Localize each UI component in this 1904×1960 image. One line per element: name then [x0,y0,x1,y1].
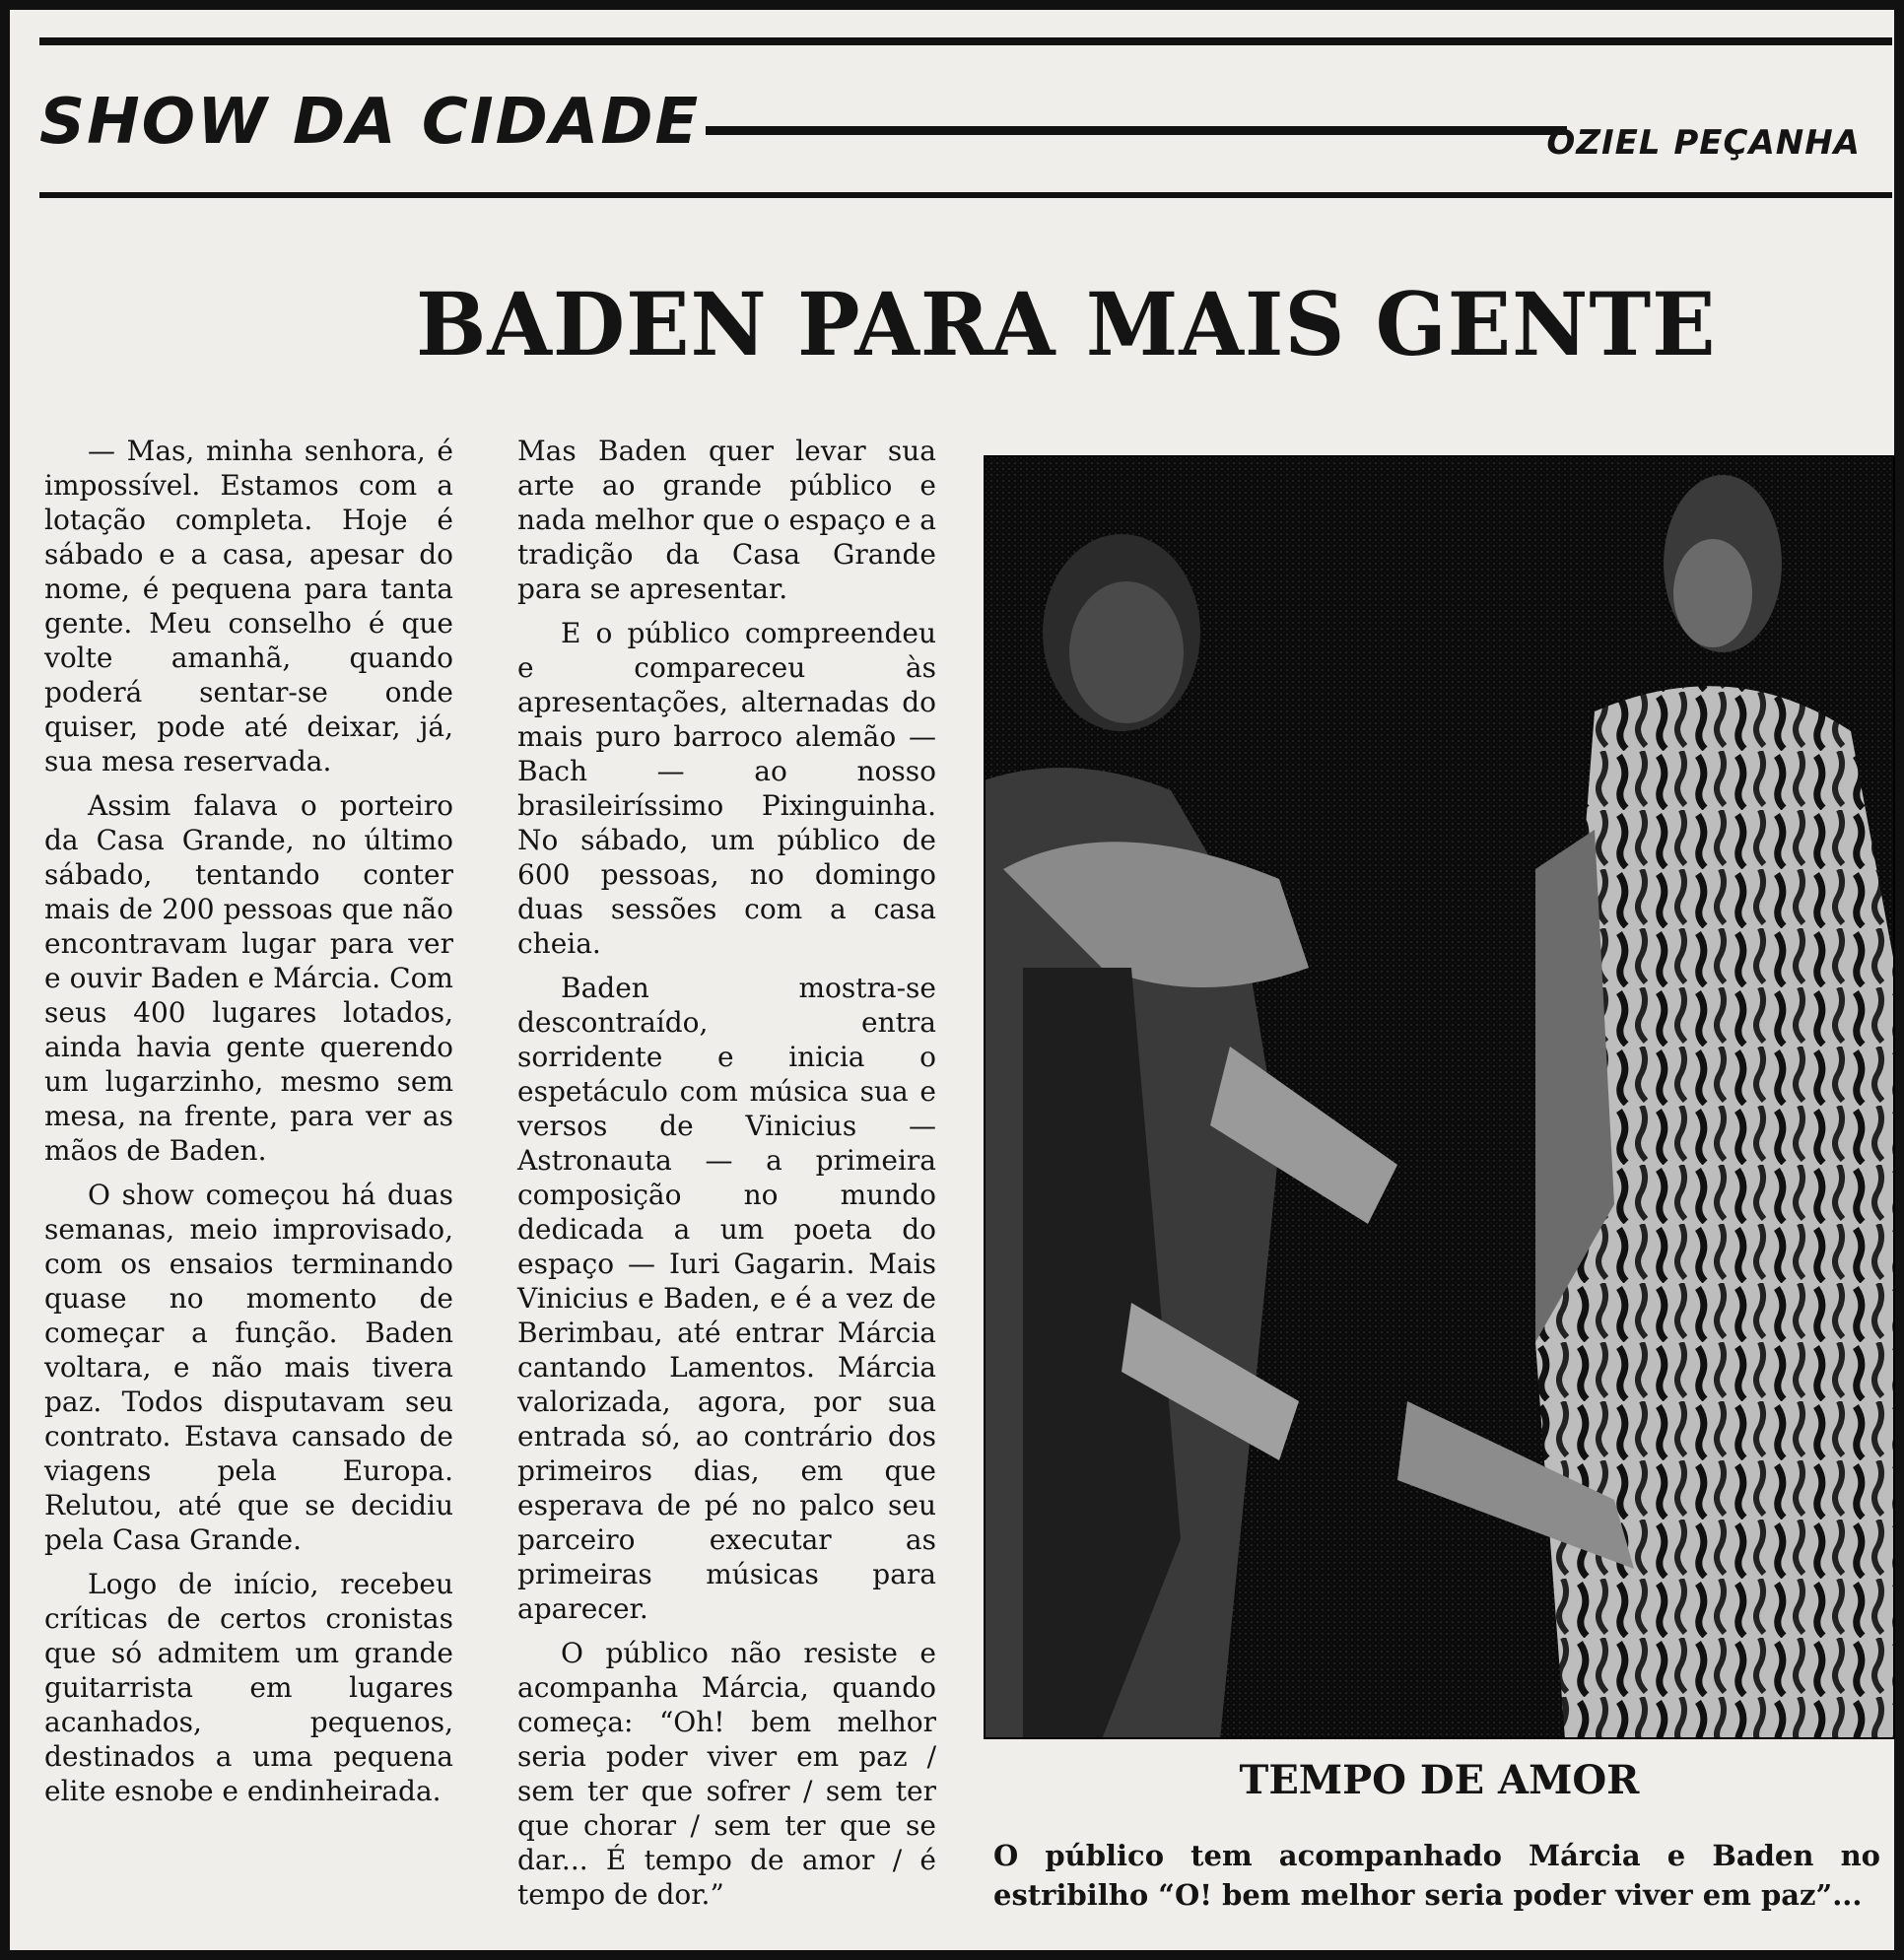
paragraph: O público não resiste e acompanha Márcia, quando começa: “Oh! bem melhor seria poder viver em paz / sem ter que sofrer / sem ter que chorar / sem ter que se dar... É tempo de amor / é tempo de dor.” [517,1637,936,1911]
section-title: SHOW DA CIDADE [39,91,706,154]
byline: OZIEL PEÇANHA [1546,123,1861,163]
article-column-1 [44,434,453,1818]
photo-caption-title: TEMPO DE AMOR [1239,1757,1640,1803]
headline: BADEN PARA MAIS GENTE [416,273,1717,375]
photo-image [984,455,1895,1739]
paragraph: Assim falava o porteiro da Casa Grande, no último sábado, tentando conter mais de 200 pessoas que não encontravam lugar para ver e ouvir Baden e Márcia. Com seus 400 lugares lotados, ainda havia gente querendo um lugarzinho, mesmo sem mesa, na frente, para ver as mãos de Baden. [44,789,453,1167]
top-rule [39,37,1892,45]
paragraph: O show começou há duas semanas, meio improvisado, com os ensaios terminando quase no momento de começar a função. Baden voltara, e não mais tivera paz. Todos disputavam seu contrato. Estava cansado de viagens pela Europa. Relutou, até que se decidiu pela Casa Grande. [44,1179,453,1556]
header-bottom-rule [39,192,1892,198]
paragraph: — Mas, minha senhora, é impossível. Estamos com a lotação completa. Hoje é sábado e a casa, apesar do nome, é pequena para tanta gente. Meu conselho é que volte amanhã, quando poderá sentar-se onde quiser, pode até deixar, já, sua mesa reservada. [44,435,453,777]
photo-caption-text: O público tem acompanhado Márcia e Baden no estribilho “O! bem melhor seria poder viver em paz”... [993,1839,1880,1912]
article-column-2 [517,434,936,1922]
paragraph: E o público compreendeu e compareceu às apresentações, alternadas do mais puro barroco alemão — Bach — ao nosso brasileiríssimo Pixinguinha. No sábado, um público de 600 pessoas, no domingo duas sessões com a casa cheia. [517,617,936,960]
paragraph: Baden mostra-se descontraído, entra sorridente e inicia o espetáculo com música sua e versos de Vinicius — Astronauta — a primeira composição no mundo dedicada a um poeta do espaço — Iuri Gagarin. Mais Vinicius e Baden, e é a vez de Berimbau, até entrar Márcia cantando Lamentos. Márcia valorizada, agora, por sua entrada só, ao contrário dos primeiros dias, em que esperava de pé no palco seu parceiro executar as primeiras músicas para aparecer. [517,972,936,1625]
performers-photo [984,455,1895,1739]
header-rule [641,126,1567,135]
paragraph: Logo de início, recebeu críticas de certos cronistas que só admitem um grande guitarrista em lugares acanhados, pequenos, destinados a uma pequena elite esnobe e endinheirada. [44,1568,453,1807]
paragraph: Mas Baden quer levar sua arte ao grande público e nada melhor que o espaço e a tradição da Casa Grande para se apresentar. [517,435,936,605]
